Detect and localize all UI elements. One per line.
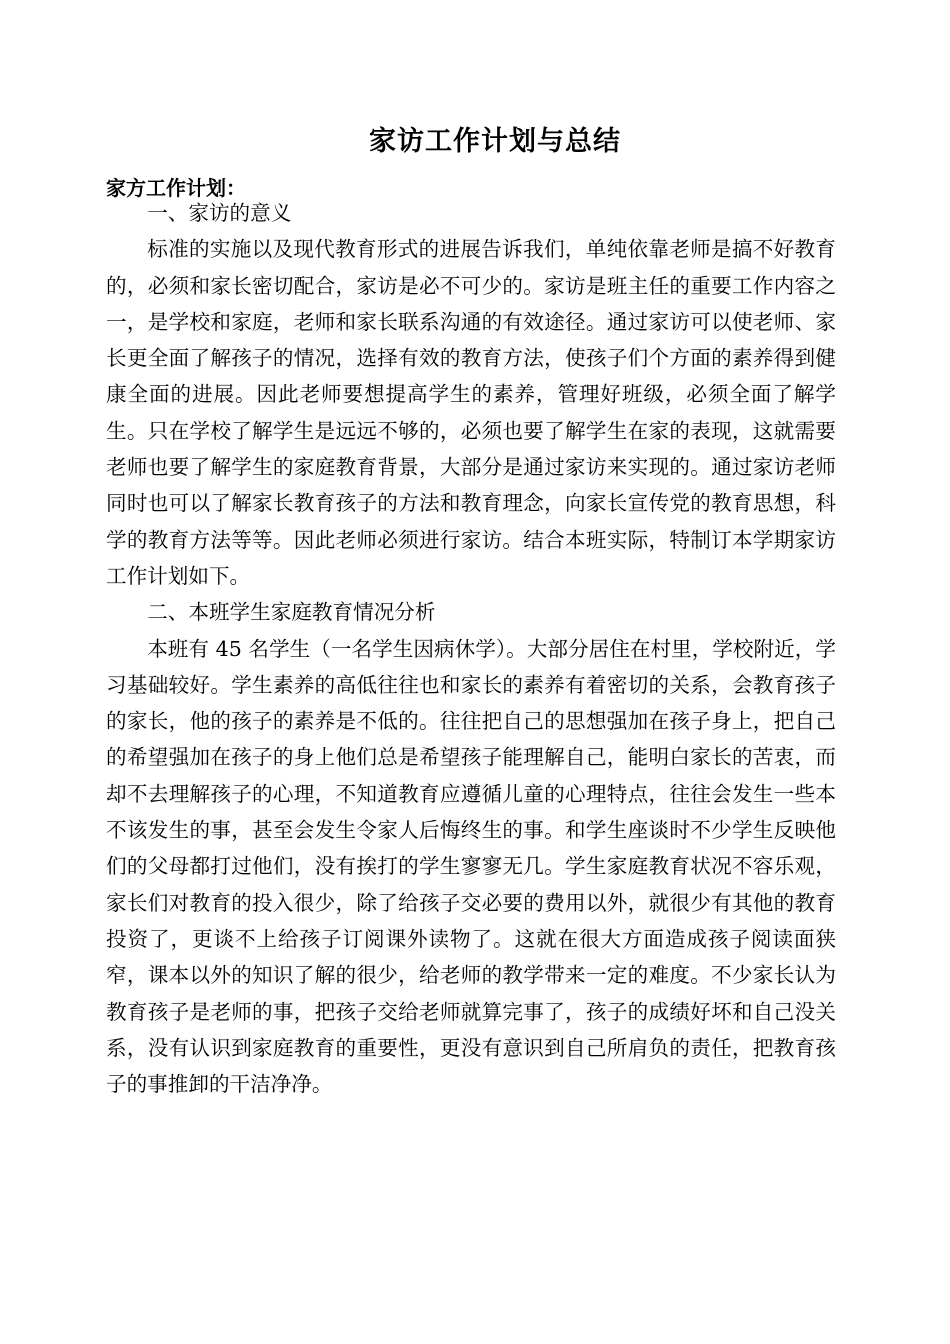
document-body (106, 195, 836, 1102)
subheading-significance: 一、家访的意义 (147, 201, 292, 225)
paragraph-significance: 标准的实施以及现代教育形式的进展告诉我们，单纯依靠老师是搞不好教育的，必须和家长密切配合，家访是必不可少的。家访是班主任的重要工作内容之一，是学校和家庭，老师和家长联系沟通的有效途径。通过家访可以使老师、家长更全面了解孩子的情况，选择有效的教育方法，使孩子们个方面的素养得到健康全面的进展。因此老师要想提高学生的素养，管理好班级，必须全面了解学生。只在学校了解学生是远远不够的，必须也要了解学生在家的表现，这就需要老师也要了解学生的家庭教育背景，大部分是通过家访来实现的。通过家访老师同时也可以了解家长教育孩子的方法和教育理念，向家长宣传党的教育思想，科学的教育方法等等。因此老师必须进行家访。结合本班实际，特制订本学期家访工作计划如下。 (106, 237, 836, 588)
paragraph-family-analysis: 本班有 45 名学生（一名学生因病休学）。大部分居住在村里，学校附近，学习基础较好。学生素养的高低往往也和家长的素养有着密切的关系，会教育孩子的家长，他的孩子的素养是不低的。往往把自己的思想强加在孩子身上，把自己的希望强加在孩子的身上他们总是希望孩子能理解自己，能明白家长的苦衷，而却不去理解孩子的心理，不知道教育应遵循儿童的心理特点，往往会发生一些本不该发生的事，甚至会发生令家人后悔终生的事。和学生座谈时不少学生反映他们的父母都打过他们，没有挨打的学生寥寥无几。学生家庭教育状况不容乐观，家长们对教育的投入很少，除了给孩子交必要的费用以外，就很少有其他的教育投资了，更谈不上给孩子订阅课外读物了。这就在很大方面造成孩子阅读面狭窄，课本以外的知识了解的很少，给老师的教学带来一定的难度。不少家长认为教育孩子是老师的事，把孩子交给老师就算完事了，孩子的成绩好坏和自己没关系，没有认识到家庭教育的重要性，更没有意识到自己所肩负的责任，把教育孩子的事推卸的干洁净净。 (106, 636, 836, 1097)
document-title: 家访工作计划与总结 (369, 126, 621, 157)
section-heading: 家方工作计划： (106, 176, 246, 200)
subheading-family-analysis: 二、本班学生家庭教育情况分析 (147, 600, 436, 625)
